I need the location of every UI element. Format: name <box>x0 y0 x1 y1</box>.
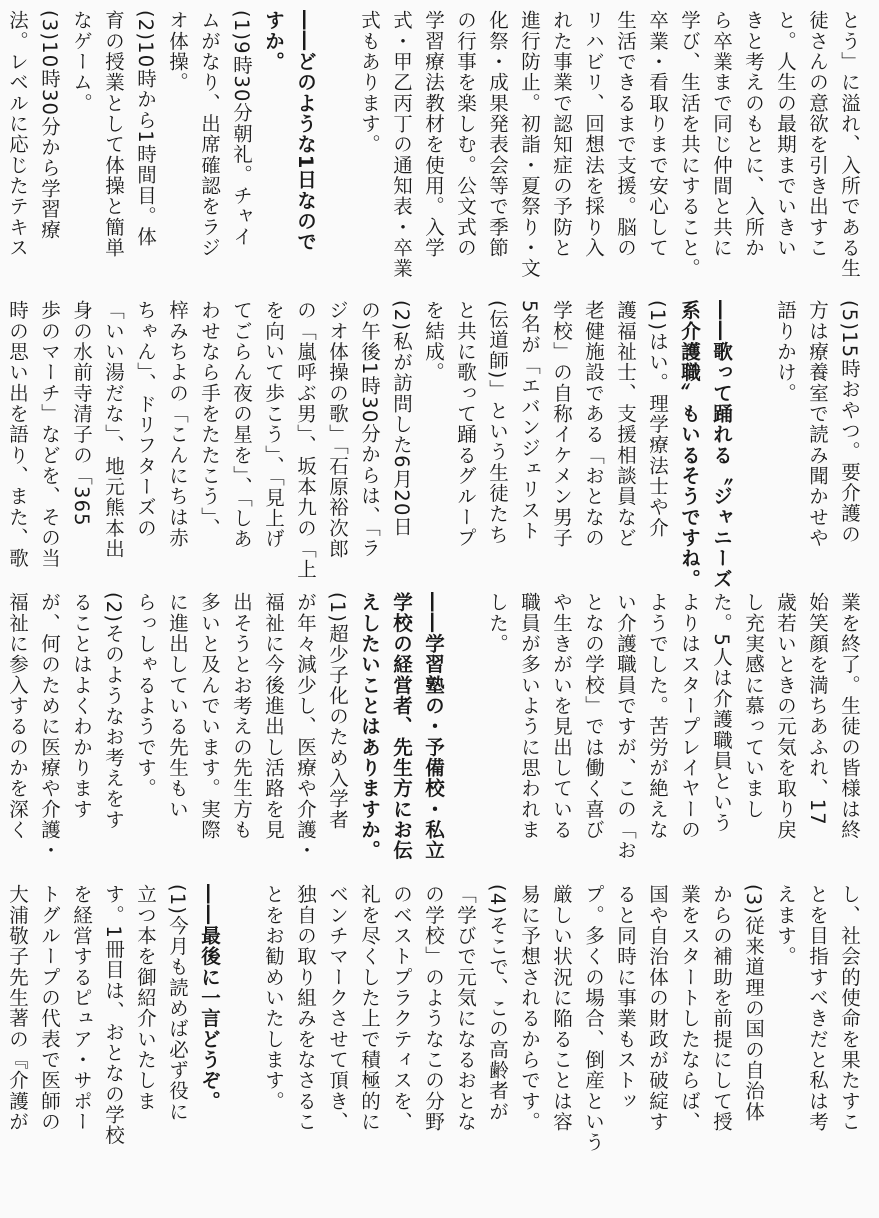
text-column: とをお勧めいたします。 <box>262 884 285 1112</box>
text-tier-2 <box>6 300 865 590</box>
text-column: ちゃん」、ドリフターズの <box>134 300 157 539</box>
text-column: が、何のために医療や介護・ <box>38 592 61 861</box>
text-column: 梓みちよの「こんにちは赤 <box>166 300 189 549</box>
text-column: からの補助を前提にして授 <box>710 884 733 1133</box>
text-column: オ体操。 <box>166 10 189 93</box>
text-column: 学習療法教材を使用。入学 <box>422 10 445 259</box>
text-column: す。1冊目は、おとなの学校 <box>102 884 125 1146</box>
text-column: (1)超少子化のため入学者 <box>326 592 349 830</box>
text-column: 「いい湯だな」、地元熊本出 <box>102 300 125 559</box>
text-column: し充実感に慕っていまし <box>742 592 765 820</box>
column-spacer <box>321 10 353 286</box>
text-column: 大浦敬子先生著の『介護が <box>6 884 29 1133</box>
text-column: 厳しい状況に陥ることは容 <box>550 884 573 1133</box>
text-column: の行事を楽しむ。公文式の <box>454 10 477 259</box>
text-column: 多いと及んでいます。実際 <box>198 592 221 841</box>
text-column: を結成。 <box>422 300 445 383</box>
text-column: 業をスタートしたならば、 <box>678 884 701 1133</box>
text-column: と。人生の最期までいきい <box>774 10 797 259</box>
section-heading-column: 学校の経営者、先生方にお伝 <box>390 592 413 861</box>
text-column: ベンチマークさせて頂き、 <box>326 884 349 1133</box>
section-heading-column: ――どのような1日なので <box>294 10 317 253</box>
text-column: 歳若いときの元気を取り戻 <box>774 592 797 841</box>
text-column: (1)はい。理学療法士や介 <box>646 300 669 538</box>
column-spacer <box>737 300 769 576</box>
text-column: らっしゃるようです。 <box>134 592 157 799</box>
text-column: に進出している先生もい <box>166 592 189 820</box>
text-column: プ。多くの場合、倒産という <box>582 884 605 1153</box>
section-heading-column: すか。 <box>262 10 285 73</box>
text-column: ムがなり、出席確認をラジ <box>198 10 221 259</box>
section-heading-column: ――歌って踊れる〝ジャニーズ <box>710 300 733 590</box>
text-column: 護福祉士、支援相談員など <box>614 300 637 549</box>
section-heading-column: ――学習塾の・予備校・私立 <box>422 592 445 861</box>
column-spacer <box>449 592 481 868</box>
text-tier-3 <box>6 592 865 868</box>
text-column: とを目指すべきだと私は考 <box>806 884 829 1133</box>
text-column: 法。レベルに応じたテキス <box>6 10 29 259</box>
text-column: 歩のマーチ」などを、その当 <box>38 300 61 569</box>
text-column: 卒業・看取りまで安心して <box>646 10 669 259</box>
text-column: 徒さんの意欲を引き出すこ <box>806 10 829 259</box>
text-column: (1)9時30分朝礼。チャイ <box>230 10 253 248</box>
text-column: が年々減少し、医療や介護・ <box>294 592 317 861</box>
text-column: 出そうとお考えの先生方も <box>230 592 253 841</box>
text-tier-4 <box>6 884 865 1206</box>
text-column: 学校」の自称イケメン男子 <box>550 300 573 549</box>
text-column: 老健施設である「おとなの <box>582 300 605 549</box>
text-column: 学び、生活を共にすること。 <box>678 10 701 279</box>
text-column: きと考えのもとに、入所か <box>742 10 765 259</box>
column-spacer <box>225 884 257 1206</box>
text-column: ることはよくわかります <box>70 592 93 820</box>
text-column: (3)従来道理の国の自治体 <box>742 884 765 1122</box>
text-column: (2)そのようなお考えをす <box>102 592 125 830</box>
text-column: 時の思い出を語り、また、歌 <box>6 300 29 569</box>
text-column: えます。 <box>774 884 797 967</box>
text-column: 身の水前寺清子の「365 <box>70 300 93 527</box>
section-heading-column: ――最後に一言どうぞ。 <box>198 884 221 1112</box>
text-column: (4)そこで、この高齢者が <box>486 884 509 1122</box>
text-column: い介護職員ですが、この「お <box>614 592 637 861</box>
section-heading-column: 系介護職〟もいるそうですね。 <box>678 300 701 590</box>
text-column: た。5人は介護職員という <box>710 592 733 833</box>
text-column: 職員が多いように思われま <box>518 592 541 841</box>
text-tier-1 <box>6 10 865 286</box>
text-column: 式もあります。 <box>358 10 381 155</box>
text-column: ら卒業まで同じ仲間と共に <box>710 10 733 259</box>
text-column: (伝道師)」という生徒たち <box>486 300 509 545</box>
text-column: わせなら手をたたこう」、 <box>198 300 221 539</box>
text-column: トグループの代表で医師の <box>38 884 61 1133</box>
text-column: (2)私が訪問した6月20日 <box>390 300 413 538</box>
text-column: のベストプラクティスを、 <box>390 884 413 1133</box>
text-column: 生活できるまで支援。脳の <box>614 10 637 259</box>
text-column: 「学びで元気になるおとな <box>454 884 477 1133</box>
text-column: (2)10時から1時間目。体 <box>134 10 157 248</box>
text-column: てごらん夜の星を」、「しあ <box>230 300 253 550</box>
text-column: 始笑顔を満ちあふれ、17 <box>806 592 829 826</box>
text-column: 方は療養室で読み聞かせや <box>806 300 829 549</box>
text-column: の「嵐呼ぶ男」、坂本九の「上 <box>294 300 317 580</box>
text-column: や生きがいを見出している <box>550 592 573 841</box>
text-column: 立つ本を御紹介いたしま <box>134 884 157 1112</box>
text-column: 国や自治体の財政が破綻す <box>646 884 669 1133</box>
text-column: とう」に溢れ、入所である生 <box>838 10 861 279</box>
text-column: の学校」のようなこの分野 <box>422 884 445 1133</box>
text-column: 業を終了。生徒の皆様は終 <box>838 592 861 841</box>
text-column: ようでした。苦労が絶えな <box>646 592 669 841</box>
text-column: した。 <box>486 592 509 655</box>
text-column: 化祭・成果発表会等で季節 <box>486 10 509 259</box>
text-column: (5)15時おやつ。要介護の <box>838 300 861 545</box>
text-column: なゲーム。 <box>70 10 93 114</box>
text-column: 進行防止。初詣・夏祭り・文 <box>518 10 541 279</box>
text-column: を向いて歩こう」、「見上げ <box>262 300 285 550</box>
section-heading-column: えしたいことはありますか。 <box>358 592 381 861</box>
text-column: ると同時に事業もストッ <box>614 884 637 1112</box>
text-column: 育の授業として体操と簡単 <box>102 10 125 259</box>
text-column: 語りかけ。 <box>774 300 797 404</box>
text-column: と共に歌って踊るグループ <box>454 300 477 549</box>
text-column: し、社会的使命を果たすこ <box>838 884 861 1133</box>
text-column: 福祉に今後進出し活路を見 <box>262 592 285 841</box>
text-column: 福祉に参入するのかを深く <box>6 592 29 841</box>
text-column: 5名が「エバンジェリスト <box>518 300 541 541</box>
text-column: れた事業で認知症の予防と <box>550 10 573 259</box>
text-column: 独自の取り組みをなさるこ <box>294 884 317 1133</box>
text-column: (1)今月も読めば必ず役に <box>166 884 189 1122</box>
text-column: リハビリ、回想法を採り入 <box>582 10 605 259</box>
text-column: 式・甲乙丙丁の通知表・卒業 <box>390 10 413 279</box>
text-column: 易に予想されるからです。 <box>518 884 541 1133</box>
text-column: を経営するピュア・サポー <box>70 884 93 1133</box>
text-column: 礼を尽くした上で積極的に <box>358 884 381 1133</box>
text-column: となの学校」では働く喜び <box>582 592 605 841</box>
text-column: の午後1時30分からは、「ラ <box>358 300 381 559</box>
text-column: ジオ体操の歌」「石原裕次郎 <box>326 300 349 559</box>
text-column: よりはスタープレイヤーの <box>678 592 701 841</box>
text-column: (3)10時30分から学習療 <box>38 10 61 241</box>
